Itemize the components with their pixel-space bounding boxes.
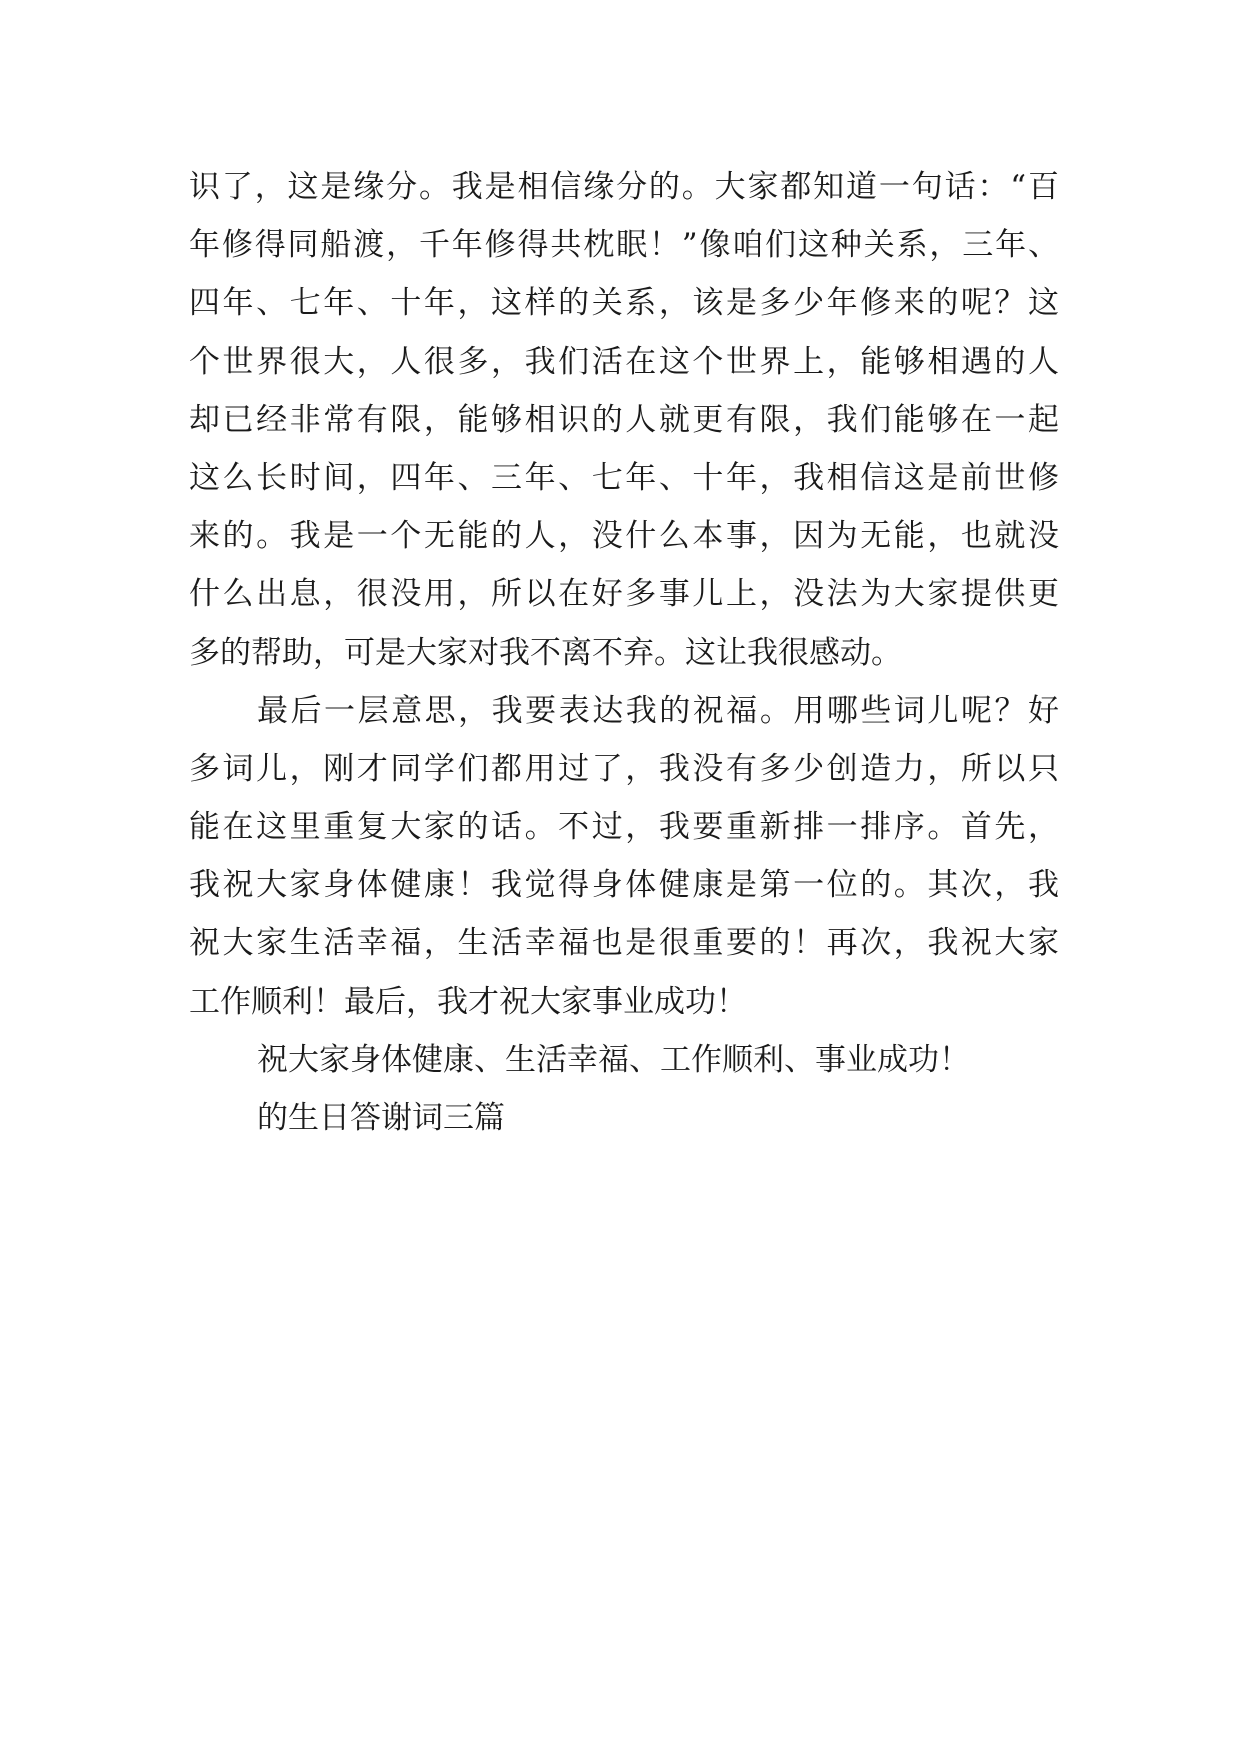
text-line: 什么出息，很没用，所以在好多事儿上，没法为大家提供更 — [189, 576, 1059, 613]
text-line: 这么长时间，四年、三年、七年、十年，我相信这是前世修 — [189, 459, 1059, 496]
body-text — [189, 158, 1059, 1147]
text-line: 最后一层意思，我要表达我的祝福。用哪些词儿呢？好 — [257, 692, 1059, 729]
text-line: 的生日答谢词三篇 — [257, 1100, 505, 1136]
text-line: 能在这里重复大家的话。不过，我要重新排一排序。首先， — [189, 809, 1059, 846]
text-line: 年修得同船渡，千年修得共枕眠！”像咱们这种关系，三年、 — [189, 227, 1059, 264]
text-line: 我祝大家身体健康！我觉得身体健康是第一位的。其次，我 — [189, 867, 1059, 904]
text-line: 多词儿，刚才同学们都用过了，我没有多少创造力，所以只 — [189, 750, 1059, 787]
text-line: 来的。我是一个无能的人，没什么本事，因为无能，也就没 — [189, 518, 1059, 555]
text-line: 四年、七年、十年，这样的关系，该是多少年修来的呢？这 — [189, 285, 1059, 322]
text-line: 祝大家生活幸福，生活幸福也是很重要的！再次，我祝大家 — [189, 925, 1059, 962]
text-line: 识了，这是缘分。我是相信缘分的。大家都知道一句话：“百 — [189, 169, 1059, 205]
text-line: 却已经非常有限，能够相识的人就更有限，我们能够在一起 — [189, 401, 1059, 438]
text-line: 祝大家身体健康、生活幸福、工作顺利、事业成功！ — [257, 1041, 970, 1078]
text-line: 个世界很大，人很多，我们活在这个世界上，能够相遇的人 — [189, 343, 1059, 380]
text-line: 多的帮助，可是大家对我不离不弃。这让我很感动。 — [189, 634, 902, 671]
text-line: 工作顺利！最后，我才祝大家事业成功！ — [189, 983, 747, 1020]
